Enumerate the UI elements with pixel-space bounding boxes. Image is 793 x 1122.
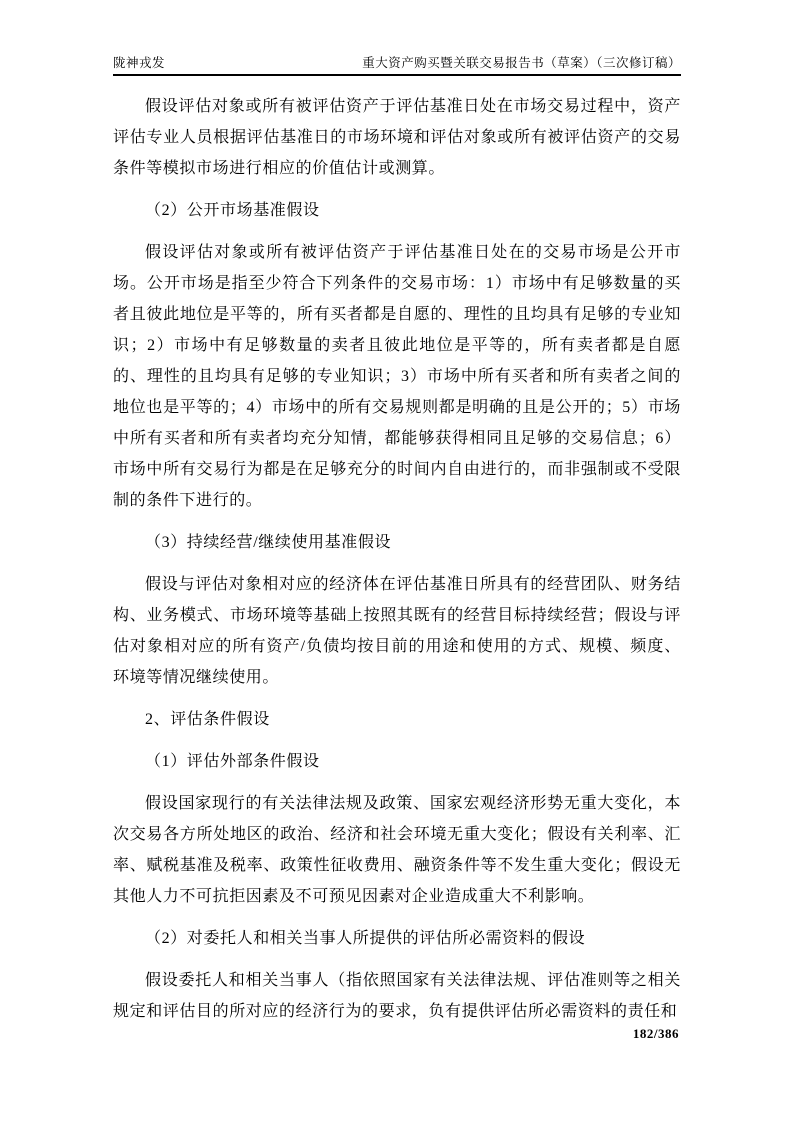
page-number: 182/386 xyxy=(632,1026,679,1041)
paragraph-market-process-assumption: 假设评估对象或所有被评估资产于评估基准日处在市场交易过程中，资产评估专业人员根据评估基准日的市场环境和评估对象或所有被评估资产的交易条件等模拟市场进行相应的价值估计或测算。 xyxy=(113,98,681,177)
heading-client-materials-assumption: （2）对委托人和相关当事人所提供的评估所必需资料的假设 xyxy=(145,930,586,947)
page-header xyxy=(113,53,681,71)
document-body xyxy=(113,91,681,1038)
paragraph-external-condition-detail: 假设国家现行的有关法律法规及政策、国家宏观经济形势无重大变化，本次交易各方所处地区的政治、经济和社会环境无重大变化；假设有关利率、汇率、赋税基准及税率、政策性征收费用、融资条件等不发生重大变化；假设无其他人力不可抗拒因素及不可预见因素对企业造成重大不利影响。 xyxy=(113,795,681,905)
heading-open-market-basis-assumption: （2）公开市场基准假设 xyxy=(145,202,320,219)
paragraph-client-materials-detail: 假设委托人和相关当事人（指依照国家有关法律法规、评估准则等之相关规定和评估目的所对应的经济行为的要求，负有提供评估所必需资料的责任和 xyxy=(113,972,681,1020)
header-divider xyxy=(113,74,681,76)
heading-valuation-condition-assumptions: 2、评估条件假设 xyxy=(145,711,270,728)
heading-going-concern-assumption: （3）持续经营/继续使用基准假设 xyxy=(145,534,392,551)
heading-external-condition-assumption: （1）评估外部条件假设 xyxy=(145,753,320,770)
paragraph-going-concern-detail: 假设与评估对象相对应的经济体在评估基准日所具有的经营团队、财务结构、业务模式、市场环境等基础上按照其既有的经营目标持续经营；假设与评估对象相对应的所有资产/负债均按目前的用途和使用的方式、规模、频度、环境等情况继续使用。 xyxy=(113,576,681,686)
page-footer xyxy=(633,1026,679,1042)
header-document-title: 重大资产购买暨关联交易报告书（草案）（三次修订稿） xyxy=(362,56,681,70)
header-company-name: 陇神戎发 xyxy=(113,56,166,70)
paragraph-open-market-conditions: 假设评估对象或所有被评估资产于评估基准日处在的交易市场是公开市场。公开市场是指至少符合下列条件的交易市场：1）市场中有足够数量的买者且彼此地位是平等的，所有买者都是自愿的、理性的且均具有足够的专业知识；2）市场中有足够数量的卖者且彼此地位是平等的，所有卖者都是自愿的、理性的且均具有足够的专业知识；3）市场中所有买者和所有卖者之间的地位也是平等的；4）市场中的所有交易规则都是明确的且是公开的；5）市场中所有买者和所有卖者均充分知情，都能够获得相同且足够的交易信息；6）市场中所有交易行为都是在足够充分的时间内自由进行的，而非强制或不受限制的条件下进行的。 xyxy=(113,244,681,509)
